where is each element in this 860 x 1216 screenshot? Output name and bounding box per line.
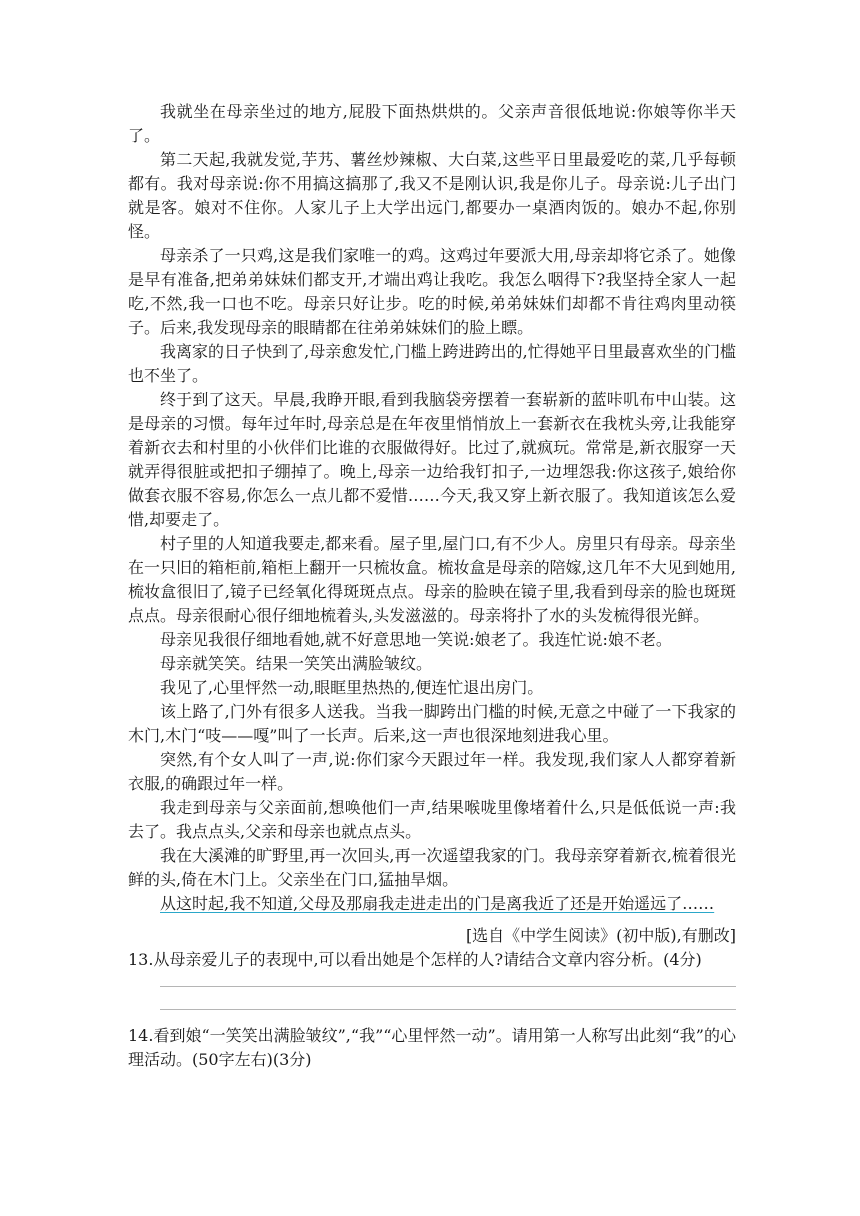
question-14 [128,1024,736,1072]
passage-paragraph: 突然,有个女人叫了一声,说:你们家今天跟过年一样。我发现,我们家人人都穿着新衣服,的确跟过年一样。 [128,750,736,793]
passage-paragraph: 村子里的人知道我要走,都来看。屋子里,屋门口,有不少人。房里只有母亲。母亲坐在一只旧的箱柜前,箱柜上翻开一只梳妆盒。梳妆盒是母亲的陪嫁,这几年不大见到她用,梳妆盒很旧了,镜子已经氧化得斑斑点点。母亲的脸映在镜子里,我看到母亲的脸也斑斑点点。母亲很耐心很仔细地梳着头,头发滋滋的。母亲将扑了水的头发梳得很光鲜。 [128,534,736,625]
passage-paragraph: 我见了,心里怦然一动,眼眶里热热的,便连忙退出房门。 [160,678,544,697]
question-text: 13.从母亲爱儿子的表现中,可以看出她是个怎样的人?请结合文章内容分析。(4分) [128,950,702,969]
passage-paragraph: 该上路了,门外有很多人送我。当我一脚跨出门槛的时候,无意之中碰了一下我家的木门,木门“吱——嘎”叫了一长声。后来,这一声也很深地刻进我心里。 [128,702,736,745]
reading-passage [128,100,736,948]
passage-paragraph: 我离家的日子快到了,母亲愈发忙,门槛上跨进跨出的,忙得她平日里最喜欢坐的门槛也不坐了。 [128,342,736,385]
passage-paragraph: 我在大溪滩的旷野里,再一次回头,再一次遥望我家的门。我母亲穿着新衣,梳着很光鲜的头,倚在木门上。父亲坐在门口,猛抽旱烟。 [128,846,736,889]
answer-line [160,986,736,987]
answer-area[interactable] [128,986,736,1010]
underlined-sentence: 从这时起,我不知道,父母及那扇我走进走出的门是离我近了还是开始遥远了…… [160,894,715,913]
question-13 [128,948,736,1010]
passage-paragraph: 第二天起,我就发觉,芋艿、薯丝炒辣椒、大白菜,这些平日里最爱吃的菜,几乎每顿都有。我对母亲说:你不用搞这搞那了,我又不是刚认识,我是你儿子。母亲说:儿子出门就是客。娘对不住你。人家儿子上大学出远门,都要办一桌酒肉饭的。娘办不起,你别怪。 [128,150,736,241]
passage-paragraph: 母亲就笑笑。结果一笑笑出满脸皱纹。 [160,654,433,673]
passage-paragraph: 我走到母亲与父亲面前,想唤他们一声,结果喉咙里像堵着什么,只是低低说一声:我去了。我点点头,父亲和母亲也就点点头。 [128,798,736,841]
answer-line [160,1009,736,1010]
question-text: 14.看到娘“一笑笑出满脸皱纹”,“我”“心里怦然一动”。请用第一人称写出此刻“我”的心理活动。(50字左右)(3分) [128,1026,736,1069]
final-sentence [128,892,736,916]
passage-paragraph: 我就坐在母亲坐过的地方,屁股下面热烘烘的。父亲声音很低地说:你娘等你半天了。 [128,102,736,145]
source-citation: [选自《中学生阅读》(初中版),有删改] [465,926,736,945]
exam-page [128,100,736,1072]
passage-paragraph: 母亲见我很仔细地看她,就不好意思地一笑说:娘老了。我连忙说:娘不老。 [160,630,672,649]
passage-paragraph: 终于到了这天。早晨,我睁开眼,看到我脑袋旁摆着一套崭新的蓝咔叽布中山装。这是母亲的习惯。每年过年时,母亲总是在年夜里悄悄放上一套新衣在我枕头旁,让我能穿着新衣去和村里的小伙伴们比谁的衣服做得好。比过了,就疯玩。常常是,新衣服穿一天就弄得很脏或把扣子绷掉了。晚上,母亲一边给我钉扣子,一边埋怨我:你这孩子,娘给你做套衣服不容易,你怎么一点儿都不爱惜……今天,我又穿上新衣服了。我知道该怎么爱惜,却要走了。 [128,390,736,529]
passage-paragraph: 母亲杀了一只鸡,这是我们家唯一的鸡。这鸡过年要派大用,母亲却将它杀了。她像是早有准备,把弟弟妹妹们都支开,才端出鸡让我吃。我怎么咽得下?我坚持全家人一起吃,不然,我一口也不吃。母亲只好让步。吃的时候,弟弟妹妹们却都不肯往鸡肉里动筷子。后来,我发现母亲的眼睛都在往弟弟妹妹们的脸上瞟。 [128,246,736,337]
